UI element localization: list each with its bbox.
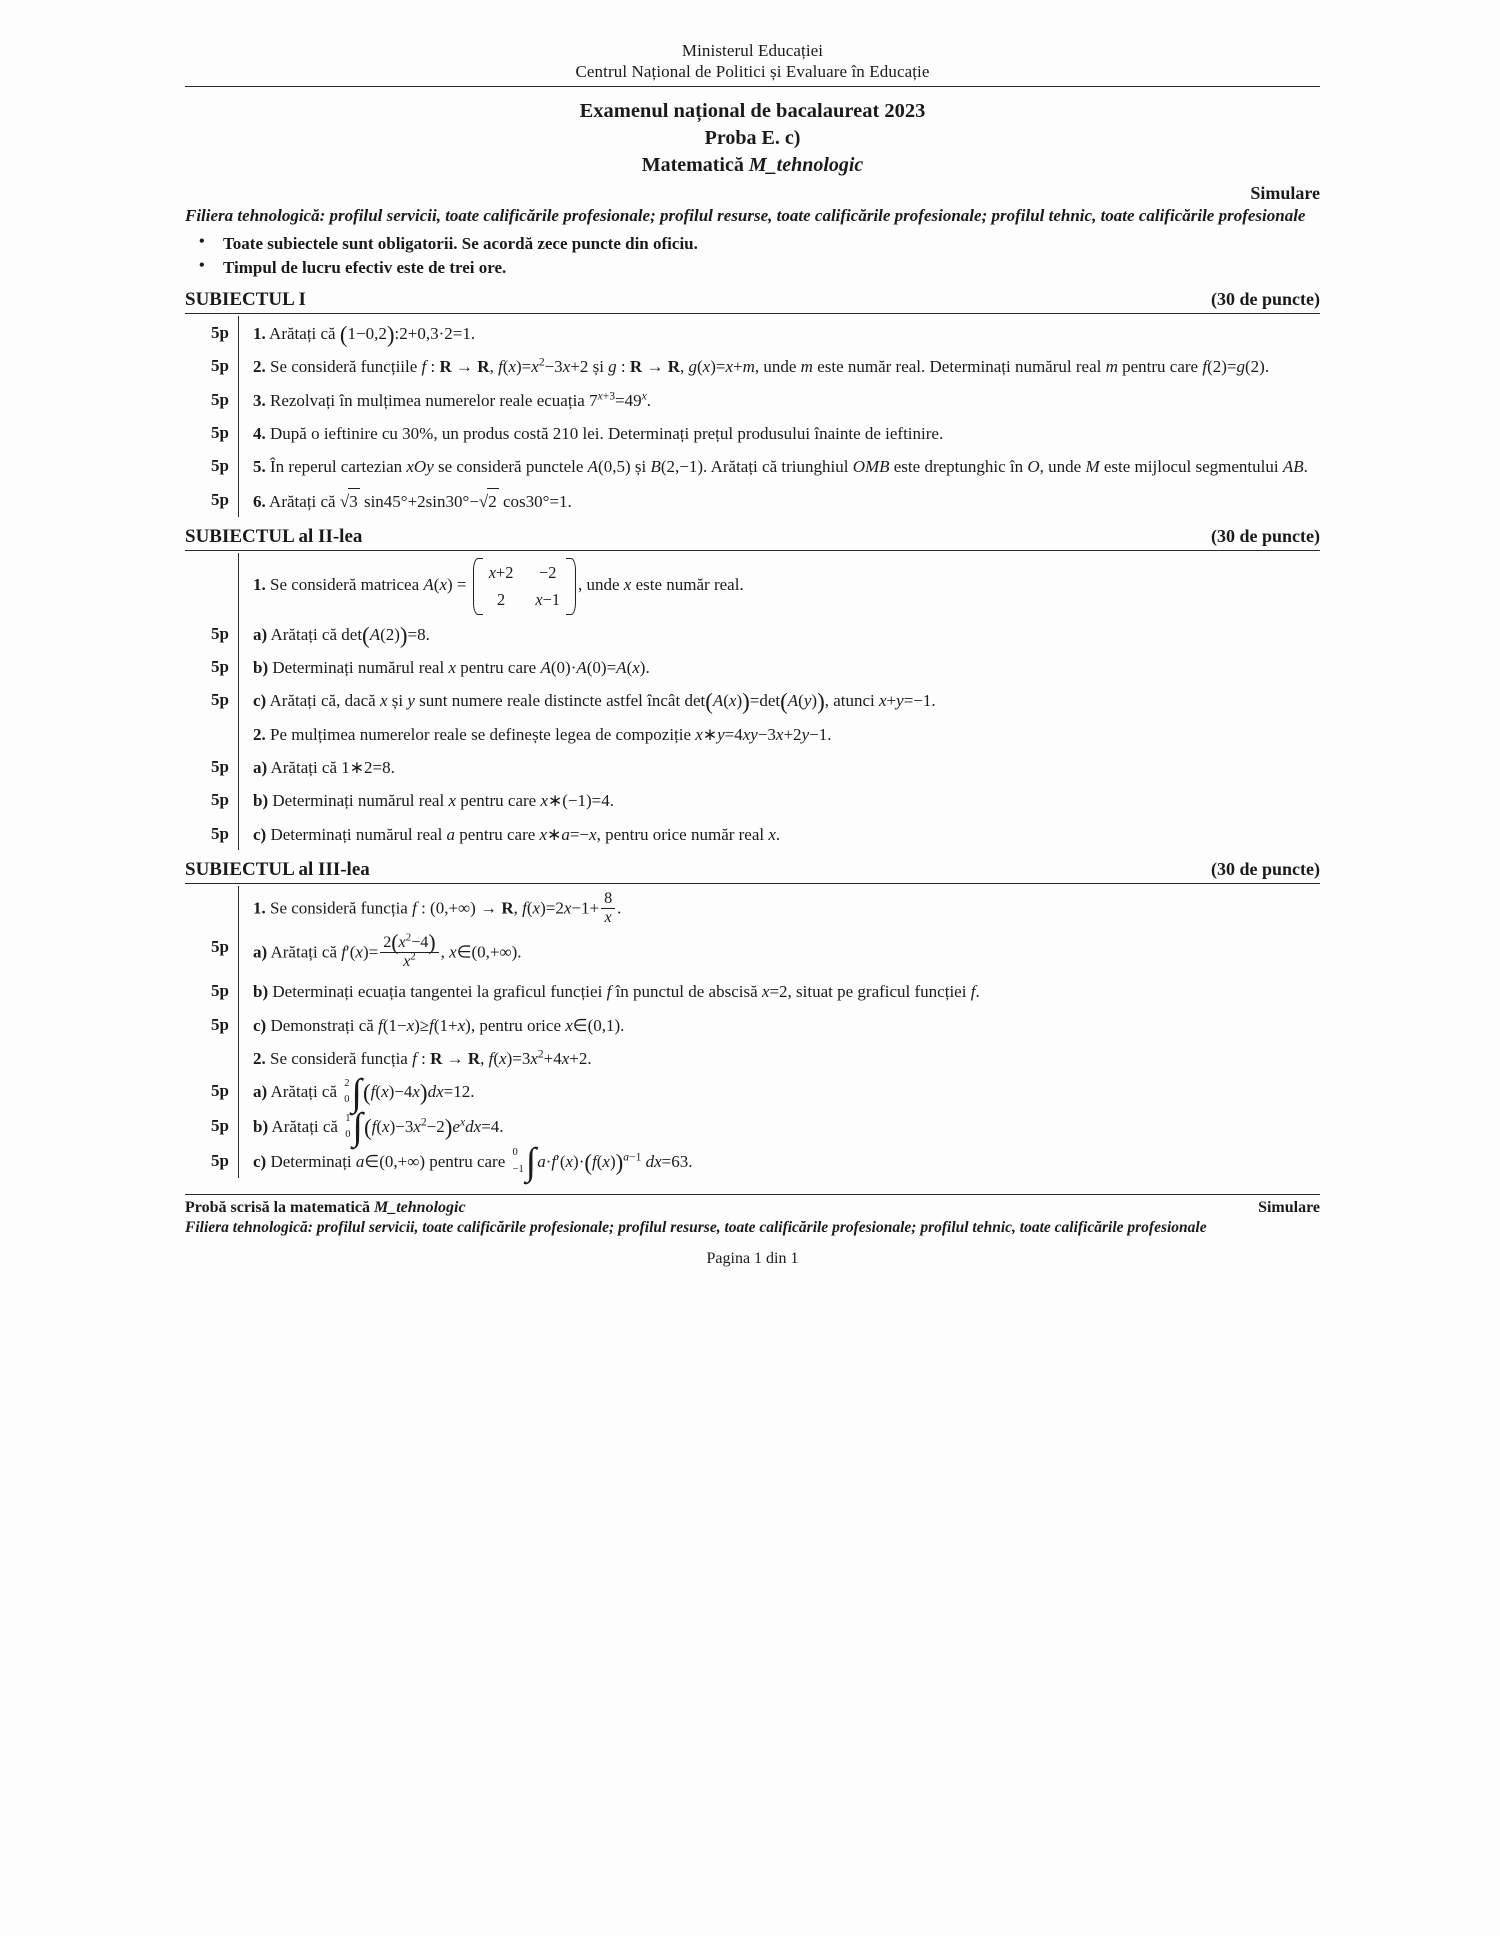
points-cell: [185, 1041, 238, 1074]
vertical-rule: [238, 783, 239, 816]
integral-0-1: 1 0 ∫: [345, 1106, 363, 1149]
points-cell: [185, 553, 238, 617]
problem-number: a): [253, 942, 268, 962]
header-divider: [185, 86, 1320, 87]
section-heading-3: [185, 859, 1320, 881]
section-title: SUBIECTUL al III-lea: [185, 859, 370, 881]
problem-number: b): [253, 1117, 269, 1136]
problem-text: 6. Arătați că √3 sin45°+2sin30°−√2 cos30°=1.: [253, 483, 1320, 517]
points-cell: 5p: [211, 323, 229, 343]
vertical-rule: [238, 717, 239, 750]
problem-number: 1.: [253, 324, 266, 344]
vertical-rule: [238, 617, 239, 650]
exam-title: Examenul național de bacalaureat 2023: [579, 99, 926, 122]
vertical-rule: [238, 416, 239, 449]
problem-row: [185, 1140, 1320, 1183]
instruction-item: • Timpul de lucru efectiv este de trei ore.: [185, 256, 1320, 280]
problem-text: b) Determinați ecuația tangentei la graficul funcției f în punctul de abscisă x=2, situat pe graficul funcției f.: [253, 982, 980, 1002]
problem-text: c) Determinați a∈(0,+∞) pentru care 0 −1 ∫ $a\cdot f'(x)\cdot(f(x))^{a-1}$ dx=63.: [253, 1140, 693, 1183]
vertical-rule: [238, 483, 239, 517]
problem-row: [185, 930, 1320, 974]
filiera-line: Filiera tehnologică: profilul servicii, toate calificările profesionale; profilul resurse, toate calificările profesionale; profilul tehnic, toate calificările profesionale: [185, 206, 1306, 226]
problem-number: 5.: [253, 457, 266, 477]
points-cell: 5p: [211, 423, 229, 443]
problem-row: [185, 717, 1320, 750]
points-cell: 5p: [211, 1150, 229, 1170]
points-cell: 5p: [211, 823, 229, 843]
section-points: (30 de puncte): [1211, 289, 1320, 310]
vertical-rule: [238, 1008, 239, 1041]
section-title: SUBIECTUL al II-lea: [185, 526, 363, 548]
footer-left-prefix: Probă scrisă la matematică: [185, 1199, 374, 1217]
vertical-rule: [238, 349, 239, 382]
ministry-line: Ministerul Educației: [681, 41, 824, 60]
points-cell: 5p: [211, 657, 229, 676]
problem-text: a) Arătați că f′(x)= $\frac{2(x^2-4)}{x^2}$ , x∈(0,+∞).: [253, 930, 522, 971]
points-cell: 5p: [211, 389, 229, 409]
problem-text: 5. În reperul cartezian xOy se consideră punctele A(0,5) și B(2,−1). Arătați că triunghiul OMB este dreptunghic în O, unde M este mijlocul segmentului AB.: [253, 457, 1308, 477]
subject-code: M_tehnologic: [748, 154, 864, 177]
problem-number: 4.: [253, 424, 266, 444]
problem-intro: 1. Se consideră funcția f : (0,+∞) → R, f(x)=2x−1+ $\frac{8}{x}$ .: [253, 890, 622, 927]
points-cell: 5p: [211, 356, 229, 376]
problem-text: a) Arătați că 1∗2=8.: [253, 758, 395, 778]
problem-row: [185, 483, 1320, 517]
vertical-rule: [238, 817, 239, 850]
problem-text: 3. Rezolvați în mulțimea numerelor reale ecuația $7^{x+3}=49^x$.: [253, 389, 652, 410]
subject-title: [185, 152, 1320, 179]
problem-row: [185, 817, 1320, 850]
section-heading-1: [185, 289, 1320, 311]
problem-row: [185, 650, 1320, 683]
problem-number: 6.: [253, 491, 266, 511]
vertical-rule: [238, 683, 239, 716]
problem-number: c): [253, 691, 267, 711]
problem-text: b) Determinați numărul real x pentru care A(0)·A(0)=A(x).: [253, 658, 650, 677]
problem-row: [185, 449, 1320, 482]
problem-row: [185, 750, 1320, 783]
section-points: (30 de puncte): [1211, 526, 1320, 547]
problem-number: c): [253, 1151, 267, 1171]
vertical-rule: [238, 974, 239, 1007]
footer-right: Simulare: [1258, 1199, 1320, 1217]
center-line: Centrul Național de Politici și Evaluare în Educație: [575, 62, 930, 82]
problem-intro: 2. Se consideră funcția f : R → R, $f(x)=3x^2+4x+2$.: [253, 1047, 592, 1069]
proba-title: Proba E. c): [704, 127, 801, 150]
vertical-rule: [238, 1074, 239, 1109]
vertical-rule: [238, 383, 239, 416]
simulare-label: Simulare: [1250, 183, 1320, 204]
problem-number: c): [253, 1015, 267, 1035]
section-divider: [185, 313, 1320, 314]
problem-row: [185, 1008, 1320, 1041]
problem-row: [185, 783, 1320, 816]
points-cell: 5p: [211, 981, 229, 1001]
points-cell: 5p: [211, 623, 229, 643]
points-cell: [185, 886, 238, 930]
problem-number: 2.: [253, 357, 266, 377]
problem-row: [185, 683, 1320, 716]
problem-row: [185, 416, 1320, 449]
integral-neg1-0: 0 −1 ∫: [512, 1140, 537, 1183]
instructions-list: [185, 232, 1320, 280]
document-sheet: [185, 40, 1320, 1268]
vertical-rule: [238, 1144, 239, 1179]
footer-subtext: Filiera tehnologică: profilul servicii, toate calificările profesionale; profilul resurse, toate calificările profesionale; profilul tehnic, toate calificările profesionale: [185, 1219, 1207, 1237]
points-cell: 5p: [211, 690, 229, 710]
vertical-rule: [238, 1041, 239, 1074]
problem-intro: 1. Se consideră matricea A(x) = x+2 −2 2 x−1 , unde x este număr real.: [253, 553, 1320, 617]
vertical-rule: [238, 1109, 239, 1144]
points-cell: 5p: [211, 456, 229, 476]
footer-left-code: M_tehnologic: [374, 1199, 466, 1217]
matrix-a: x+2 −2 2 x−1: [473, 558, 576, 615]
points-cell: 5p: [211, 757, 229, 777]
section-divider: [185, 883, 1320, 884]
problem-row: [185, 1106, 1320, 1149]
problem-row: [185, 349, 1320, 382]
problem-text: c) Demonstrați că f(1−x)≥f(1+x), pentru orice x∈(0,1).: [253, 1015, 625, 1035]
points-cell: 5p: [211, 937, 229, 957]
document-header: [185, 40, 1320, 280]
points-cell: 5p: [211, 1081, 229, 1101]
section-divider: [185, 550, 1320, 551]
problem-text: c) Arătați că, dacă x și y sunt numere reale distincte astfel încât det(A(x))=det(A(y)), atunci x+y=−1.: [253, 689, 936, 715]
points-cell: 5p: [211, 489, 229, 509]
problem-number: b): [253, 791, 269, 811]
problem-row: [185, 383, 1320, 416]
points-cell: 5p: [211, 790, 229, 810]
problem-number: a): [253, 758, 268, 778]
subject-prefix: Matematică: [641, 154, 749, 177]
instruction-item: • Toate subiectele sunt obligatorii. Se acordă zece puncte din oficiu.: [185, 232, 1320, 256]
subject-1-items: [185, 316, 1320, 517]
problem-text: a) Arătați că 2 0 ∫ (f(x)−4x)dx=12.: [253, 1071, 475, 1114]
vertical-rule: [238, 750, 239, 783]
problem-row: [185, 553, 1320, 617]
points-cell: [185, 717, 238, 750]
problem-number: 3.: [253, 390, 266, 410]
vertical-rule: [238, 449, 239, 482]
problem-row: [185, 1041, 1320, 1074]
section-title: SUBIECTUL I: [185, 289, 306, 311]
section-points: (30 de puncte): [1211, 859, 1320, 880]
problem-intro: 2. Pe mulțimea numerelor reale se definește legea de compoziție x∗y=4xy−3x+2y−1.: [253, 724, 832, 744]
problem-text: b) Arătați că 1 0 ∫ $(f(x)-3x^2-2)e^xdx=4$.: [253, 1106, 504, 1149]
vertical-rule: [238, 886, 239, 930]
problem-number: a): [253, 624, 268, 644]
section-heading-2: [185, 526, 1320, 548]
problem-text: c) Determinați numărul real a pentru care x∗a=−x, pentru orice număr real x.: [253, 824, 781, 844]
subject-2-items: [185, 553, 1320, 850]
problem-number: a): [253, 1082, 268, 1102]
problem-number: c): [253, 824, 267, 844]
problem-text: a) Arătați că det(A(2))=8.: [253, 622, 430, 648]
problem-row: [185, 974, 1320, 1007]
problem-row: [185, 886, 1320, 930]
vertical-rule: [238, 316, 239, 349]
problem-number: b): [253, 658, 269, 677]
vertical-rule: [238, 650, 239, 683]
problem-row: [185, 617, 1320, 650]
points-cell: 5p: [211, 1116, 229, 1135]
footer-left: [185, 1199, 466, 1217]
footer-divider: [185, 1194, 1320, 1195]
integral-0-2: 2 0 ∫: [344, 1071, 363, 1114]
problem-text: 4. După o ieftinire cu 30%, un produs costă 210 lei. Determinați prețul produsului înainte de ieftinire.: [253, 424, 944, 444]
problem-text: 2. Se consideră funcțiile f : R → R, $f(x)=x^2-3x+2$ și g : R → R, g(x)=x+m, unde m este număr real. Determinați numărul real m pentru care f(2)=g(2).: [253, 355, 1270, 377]
problem-row: [185, 1071, 1320, 1114]
footer-top: [185, 1199, 1320, 1217]
problem-row: [185, 316, 1320, 349]
vertical-rule: [238, 553, 239, 617]
vertical-rule: [238, 930, 239, 974]
problem-text: b) Determinați numărul real x pentru care x∗(−1)=4.: [253, 791, 615, 811]
subject-3-items: [185, 886, 1320, 1183]
problem-text: 1. Arătați că (1−0,2):2+0,3·2=1.: [253, 321, 476, 347]
footer-page-number: Pagina 1 din 1: [706, 1250, 799, 1268]
problem-number: b): [253, 982, 269, 1002]
points-cell: 5p: [211, 1014, 229, 1034]
